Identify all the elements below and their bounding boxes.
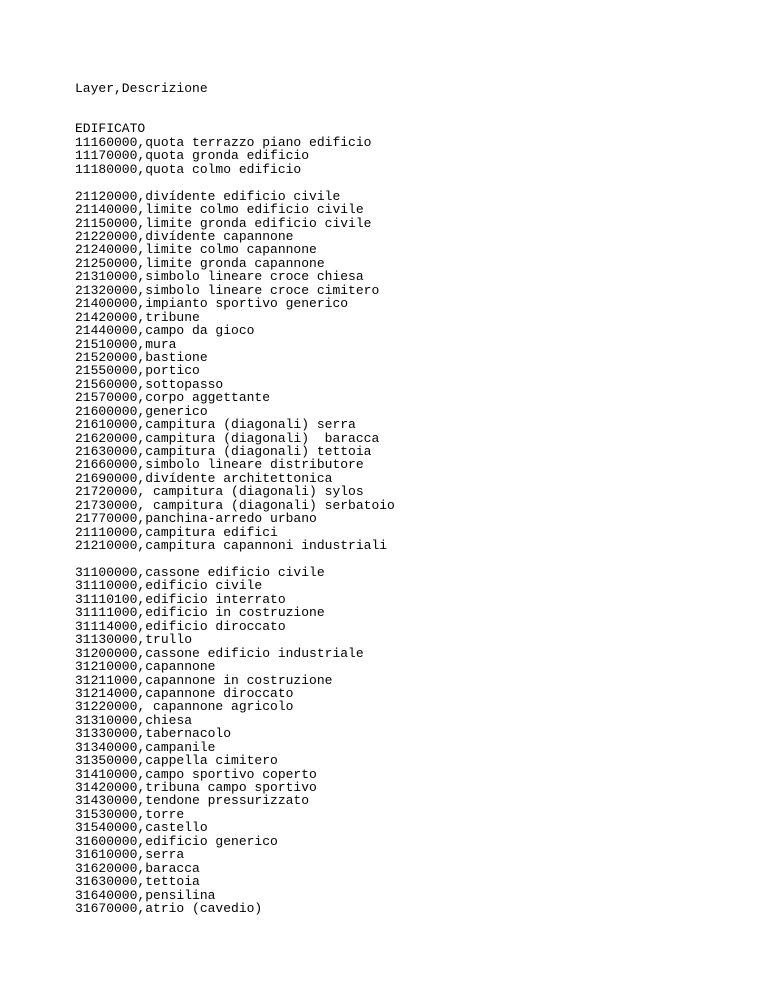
layer-entry: 31110100,edificio interrato [75,591,286,607]
layer-entry: 21420000,tribune [75,309,200,325]
layer-entry: 31200000,cassone edificio industriale [75,645,364,661]
layer-entry: 11170000,quota gronda edificio [75,148,310,164]
layer-entry: 11180000,quota colmo edificio [75,161,302,177]
layer-entry: 31310000,chiesa [75,712,193,728]
layer-entry: 21120000,divídente edificio civile [75,188,341,204]
layer-entry: 21690000,divídente architettonica [75,470,333,486]
layer-entry: 21400000,impianto sportivo generico [75,296,349,312]
layer-entry: 21110000,campitura edifici [75,524,278,540]
layer-group [75,566,755,915]
layer-entry: 31330000,tabernacolo [75,726,232,742]
layer-entry: 31111000,edificio in costruzione [75,605,325,621]
layer-entry: 21730000, campitura (diagonali) serbatoio [75,497,395,513]
section-title: EDIFICATO [75,121,146,137]
layer-entry: 31340000,campanile [75,739,216,755]
layer-entry: 31420000,tribuna campo sportivo [75,780,317,795]
layer-entry: 11160000,quota terrazzo piano edificio [75,134,372,150]
document-page [75,82,755,929]
layer-entry: 21520000,bastione [75,349,208,365]
layer-entry: 21610000,campitura (diagonali) serra [75,417,356,433]
layer-entry: 31114000,edificio diroccato [75,618,286,634]
layer-entry: 31600000,edificio generico [75,833,278,849]
layer-entry: 31530000,torre [75,806,185,822]
layer-entry: 31430000,tendone pressurizzato [75,793,310,809]
layer-groups [75,136,755,916]
layer-entry: 21240000,limite colmo capannone [75,242,317,258]
layer-entry: 31210000,capannone [75,659,216,675]
layer-entry: 31540000,castello [75,820,208,836]
layer-entry: 21560000,sottopasso [75,376,224,392]
layer-entry: 31640000,pensilina [75,887,216,903]
layer-entry: 31214000,capannone diroccato [75,685,294,701]
layer-entry: 21720000, campitura (diagonali) sylos [75,484,364,500]
layer-entry: 21510000,mura [75,336,177,352]
layer-entry: 31670000,atrio (cavedio) [75,900,263,916]
layer-entry: 31620000,baracca [75,860,200,876]
layer-entry: 21660000,simbolo lineare distributore [75,457,364,473]
layer-entry: 21220000,divídente capannone [75,229,294,244]
layer-entry: 21550000,portico [75,363,200,379]
layer-entry: 31110000,edificio civile [75,578,263,594]
layer-entry: 21150000,limite gronda edificio civile [75,215,372,231]
layer-entry: 21630000,campitura (diagonali) tettoia [75,444,372,459]
layer-entry: 21310000,simbolo lineare croce chiesa [75,269,364,285]
layer-entry: 21770000,panchina-arredo urbano [75,511,317,527]
layer-entry: 21320000,simbolo lineare croce cimitero [75,282,380,298]
layer-entry: 21210000,campitura capannoni industriali [75,538,388,554]
layer-entry: 31610000,serra [75,847,185,863]
layer-entry: 21600000,generico [75,403,208,419]
layer-entry: 31630000,tettoia [75,874,200,890]
layer-entry: 31220000, capannone agricolo [75,699,294,715]
layer-entry: 21570000,corpo aggettante [75,390,271,406]
layer-entry: 31211000,capannone in costruzione [75,672,333,688]
layer-entry: 21620000,campitura (diagonali) baracca [75,430,380,446]
layer-group [75,190,755,553]
layer-entry: 21140000,limite colmo edificio civile [75,202,364,218]
layer-entry: 31130000,trullo [75,632,193,648]
layer-entry: 21250000,limite gronda capannone [75,255,325,271]
layer-entry: 21440000,campo da gioco [75,323,255,339]
column-header: Layer,Descrizione [75,81,208,96]
layer-entry: 31350000,cappella cimitero [75,753,278,769]
layer-entry: 31100000,cassone edificio civile [75,565,325,580]
layer-group [75,136,755,176]
layer-entry: 31410000,campo sportivo coperto [75,766,317,782]
